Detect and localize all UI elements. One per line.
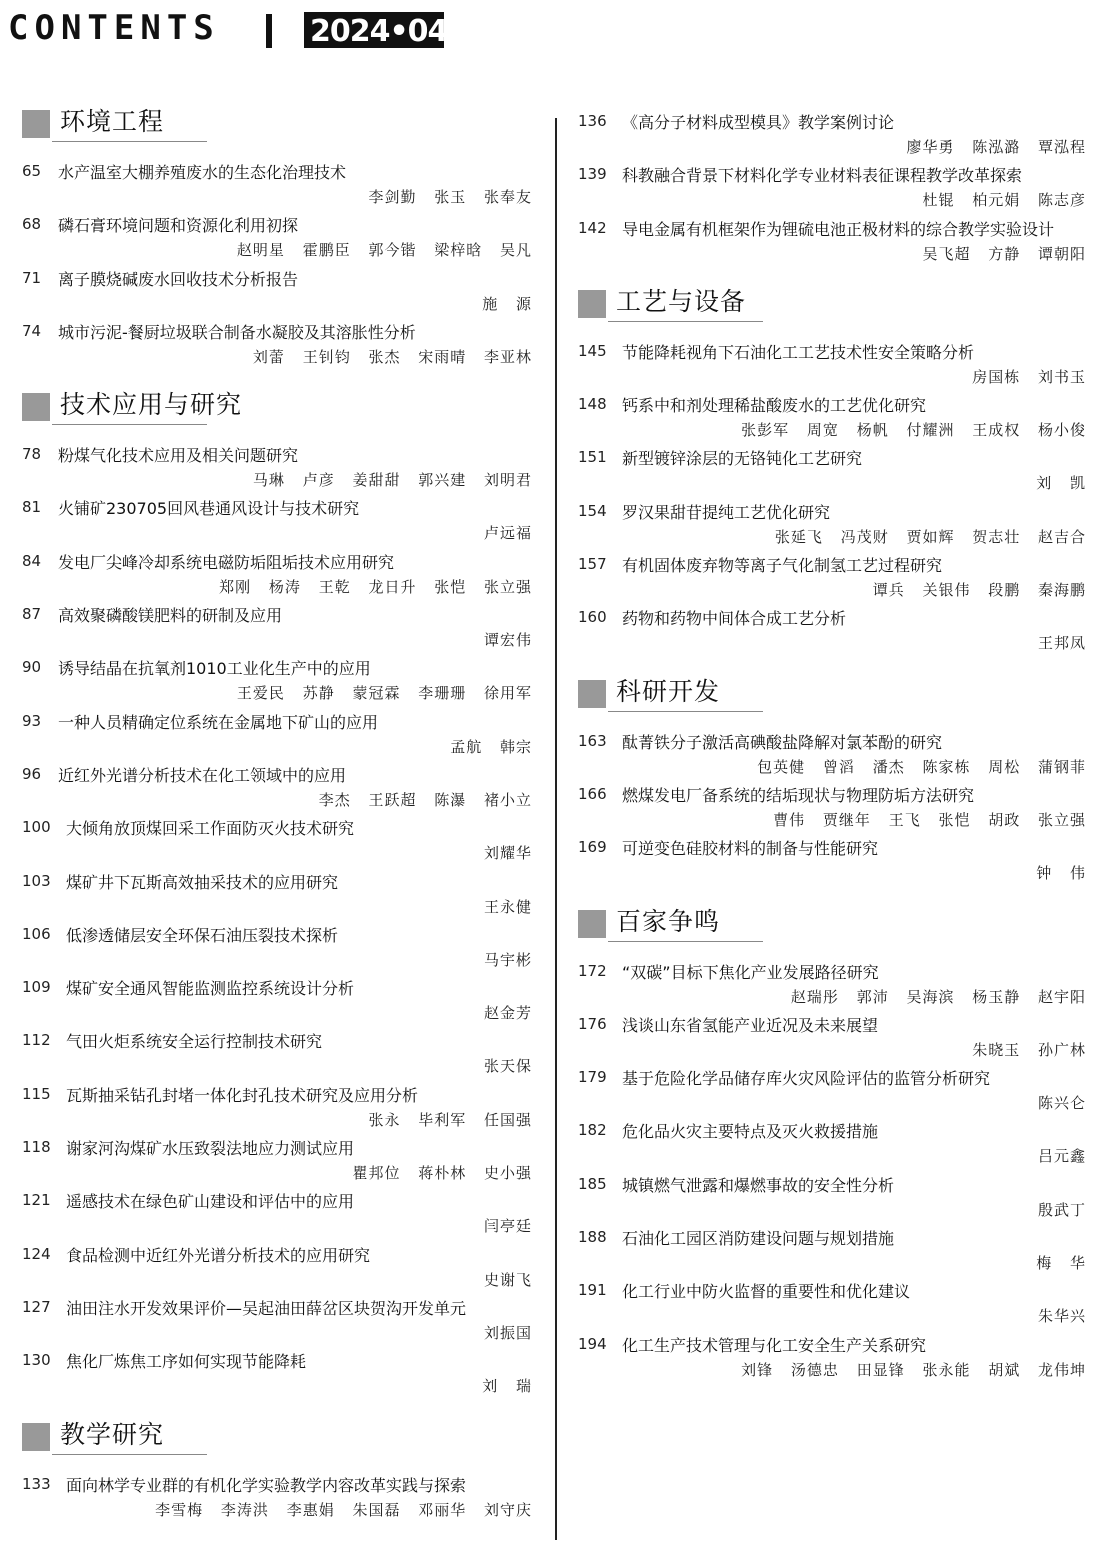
article-authors: 张延飞 冯茂财 贾如辉 贺志壮 赵吉合 (774, 527, 1086, 546)
page-number: 176 (578, 1014, 607, 1033)
toc-entry[interactable] (578, 498, 1086, 551)
toc-entry[interactable] (578, 604, 1086, 657)
page-number: 185 (578, 1174, 607, 1193)
toc-entry[interactable] (578, 781, 1086, 834)
page-number: 139 (578, 165, 607, 184)
page-number: 160 (578, 608, 607, 627)
page-number: 81 (22, 498, 42, 517)
toc-entry[interactable] (578, 338, 1086, 391)
section-marker-icon (578, 910, 606, 938)
page-number: 169 (578, 838, 607, 857)
section-marker-icon (22, 1423, 50, 1451)
article-authors: 朱华兴 (1037, 1307, 1086, 1326)
page-number: 121 (22, 1191, 51, 1210)
toc-entry[interactable] (22, 974, 532, 1027)
article-title[interactable]: 一种人员精确定位系统在金属地下矿山的应用 (58, 712, 379, 732)
article-title[interactable]: 可逆变色硅胶材料的制备与性能研究 (622, 839, 879, 859)
article-authors: 王永健 (483, 897, 532, 916)
article-title[interactable]: 煤矿井下瓦斯高效抽采技术的应用研究 (66, 872, 339, 892)
page-number: 151 (578, 448, 607, 467)
toc-entry[interactable] (22, 708, 532, 761)
page-number: 96 (22, 764, 42, 783)
section-underline (608, 711, 763, 712)
page-number: 103 (22, 871, 51, 890)
article-authors: 张永 毕利军 任国强 (368, 1110, 532, 1129)
article-authors: 郑刚 杨涛 王乾 龙日升 张恺 张立强 (219, 577, 532, 596)
article-title[interactable]: 石油化工园区消防建设问题与规划措施 (622, 1229, 895, 1249)
article-title[interactable]: 基于危险化学品储存库火灾风险评估的监管分析研究 (622, 1069, 991, 1089)
article-title[interactable]: 城市污泥-餐厨垃圾联合制备水凝胶及其溶胀性分析 (58, 322, 416, 342)
article-authors: 谭兵 关银伟 段鹏 秦海鹏 (872, 581, 1086, 600)
toc-entry[interactable] (578, 958, 1086, 1011)
article-authors: 施 源 (482, 294, 532, 313)
page-number: 115 (22, 1084, 51, 1103)
page-number: 71 (22, 268, 42, 287)
article-title[interactable]: 谢家河沟煤矿水压致裂法地应力测试应用 (66, 1139, 355, 1159)
article-title[interactable]: 水产温室大棚养殖废水的生态化治理技术 (58, 163, 347, 182)
page-number: 106 (22, 924, 51, 943)
article-title[interactable]: 新型镀锌涂层的无铬钝化工艺研究 (622, 449, 863, 469)
article-title[interactable]: 导电金属有机框架作为锂硫电池正极材料的综合教学实验设计 (622, 219, 1055, 239)
toc-entry[interactable] (578, 1011, 1086, 1064)
article-authors: 马宇彬 (483, 950, 532, 969)
page-number: 182 (578, 1121, 607, 1140)
article-authors: 李雪梅 李涛洪 李惠娟 朱国磊 邓丽华 刘守庆 (155, 1500, 532, 1519)
toc-entry[interactable] (22, 441, 532, 494)
article-authors: 刘 凯 (1036, 474, 1086, 493)
article-authors: 梅 华 (1036, 1254, 1086, 1273)
article-title[interactable]: 瓦斯抽采钻孔封堵一体化封孔技术研究及应用分析 (66, 1085, 419, 1105)
toc-entry[interactable] (22, 761, 532, 814)
page-number: 188 (578, 1228, 607, 1247)
article-title[interactable]: 大倾角放顶煤回采工作面防灭火技术研究 (66, 819, 355, 839)
toc-entry[interactable] (22, 494, 532, 547)
contents-label: CONTENTS (8, 8, 220, 48)
article-title[interactable]: 遥感技术在绿色矿山建设和评估中的应用 (66, 1192, 355, 1212)
article-authors: 谭宏伟 (483, 631, 532, 650)
page-number: 93 (22, 711, 42, 730)
article-authors: 包英健 曾滔 潘杰 陈家栋 周松 蒲钢菲 (757, 757, 1086, 776)
section-heading (578, 900, 1086, 944)
article-authors: 瞿邦位 蒋朴林 史小强 (352, 1164, 532, 1183)
section-title: 教学研究 (60, 1419, 165, 1449)
article-authors: 赵金芳 (483, 1004, 532, 1023)
page-number: 163 (578, 731, 607, 750)
article-authors: 刘振国 (483, 1323, 532, 1342)
section-underline (608, 941, 763, 942)
article-title[interactable]: 气田火炬系统安全运行控制技术研究 (66, 1032, 323, 1052)
page-number: 90 (22, 658, 42, 677)
page-number: 172 (578, 961, 607, 980)
article-authors: 廖华勇 陈泓潞 覃泓程 (906, 138, 1086, 156)
toc-entry[interactable] (22, 868, 532, 921)
issue-badge: 2024•04 (304, 12, 444, 48)
section-marker-icon (578, 680, 606, 708)
article-title[interactable]: 节能降耗视角下石油化工工艺技术性安全策略分析 (622, 342, 975, 362)
article-title[interactable]: 浅谈山东省氢能产业近况及未来展望 (622, 1015, 879, 1035)
page-number: 124 (22, 1244, 51, 1263)
section-title: 环境工程 (60, 107, 165, 136)
article-title[interactable]: 有机固体废弃物等离子气化制氢工艺过程研究 (622, 556, 943, 576)
toc-entry[interactable] (578, 215, 1086, 268)
page-number: 145 (578, 341, 607, 360)
article-authors: 陈兴仑 (1037, 1094, 1086, 1113)
article-authors: 赵瑞彤 郭沛 吴海滨 杨玉静 赵宇阳 (790, 987, 1086, 1006)
article-title[interactable]: 药物和药物中间体合成工艺分析 (622, 609, 847, 629)
toc-entry[interactable] (22, 211, 532, 264)
section-underline (52, 1454, 207, 1455)
toc-entry[interactable] (22, 601, 532, 654)
article-authors: 曹伟 贾继年 王飞 张恺 胡政 张立强 (773, 810, 1086, 829)
page-number: 148 (578, 395, 607, 414)
column-divider (555, 118, 557, 1540)
page-number: 142 (578, 218, 607, 237)
page-number: 179 (578, 1068, 607, 1087)
right-column (578, 108, 1086, 1384)
page-number: 78 (22, 445, 42, 464)
article-title[interactable]: 城镇燃气泄露和爆燃事故的安全性分析 (622, 1175, 895, 1195)
article-title[interactable]: 食品检测中近红外光谱分析技术的应用研究 (66, 1245, 371, 1265)
toc-entry[interactable] (578, 1117, 1086, 1170)
article-title[interactable]: 《高分子材料成型模具》教学案例讨论 (622, 113, 895, 132)
page-number: 87 (22, 605, 42, 624)
page-number: 68 (22, 215, 42, 234)
toc-entry[interactable] (578, 1064, 1086, 1117)
article-authors: 刘耀华 (483, 844, 532, 863)
page-number: 112 (22, 1031, 51, 1050)
section-underline (608, 321, 763, 322)
page-number: 136 (578, 112, 607, 130)
section-underline (52, 141, 207, 142)
article-title[interactable]: 油田注水开发效果评价—吴起油田薛岔区块贺沟开发单元 (66, 1298, 467, 1318)
section-heading (22, 100, 532, 144)
toc-entry[interactable] (578, 1224, 1086, 1277)
article-title[interactable]: 磷石膏环境问题和资源化利用初探 (58, 216, 299, 236)
article-title[interactable]: 面向林学专业群的有机化学实验教学内容改革实践与探索 (66, 1475, 467, 1495)
article-title[interactable]: 化工行业中防火监督的重要性和优化建议 (622, 1282, 911, 1302)
article-authors: 张天保 (483, 1057, 532, 1076)
toc-entry[interactable] (22, 1471, 532, 1524)
toc-entry[interactable] (22, 1134, 532, 1187)
toc-entry[interactable] (22, 1187, 532, 1240)
article-title[interactable]: 燃煤发电厂备系统的结垢现状与物理防垢方法研究 (622, 785, 975, 805)
article-authors: 房国栋 刘书玉 (972, 367, 1086, 386)
toc-entry[interactable] (22, 1081, 532, 1134)
page-number: 157 (578, 555, 607, 574)
toc-entry[interactable] (578, 1171, 1086, 1224)
page-header (8, 8, 1088, 52)
page-number: 74 (22, 321, 42, 340)
article-authors: 王爱民 苏静 蒙冠霖 李珊珊 徐用军 (236, 684, 532, 703)
section-title: 技术应用与研究 (60, 390, 243, 420)
article-title[interactable]: 诱导结晶在抗氧剂1010工业化生产中的应用 (58, 659, 371, 679)
article-title[interactable]: 火铺矿230705回风巷通风设计与技术研究 (58, 499, 360, 519)
page-number: 65 (22, 162, 42, 180)
article-title[interactable]: 发电厂尖峰冷却系统电磁防垢阻垢技术应用研究 (58, 552, 395, 572)
article-authors: 孟航 韩宗 (450, 737, 532, 756)
article-authors: 赵明星 霍鹏臣 郭今锴 梁梓晗 吴凡 (236, 241, 532, 260)
toc-entry[interactable] (578, 728, 1086, 781)
page-number: 191 (578, 1281, 607, 1300)
article-authors: 李剑勤 张玉 张奉友 (368, 188, 532, 206)
page-number: 194 (578, 1334, 607, 1353)
toc-entry[interactable] (22, 1241, 532, 1294)
toc-entry[interactable] (578, 1277, 1086, 1330)
toc-entry[interactable] (578, 391, 1086, 444)
article-authors: 刘 瑞 (482, 1377, 532, 1396)
page-number: 100 (22, 818, 51, 837)
section-marker-icon (22, 110, 50, 138)
article-title[interactable]: 钙系中和剂处理稀盐酸废水的工艺优化研究 (622, 396, 927, 416)
page-number: 130 (22, 1351, 51, 1370)
section-title: 工艺与设备 (616, 286, 747, 316)
article-authors: 史谢飞 (483, 1270, 532, 1289)
page-number: 84 (22, 551, 42, 570)
article-authors: 朱晓玉 孙广林 (972, 1040, 1086, 1059)
article-authors: 刘蕾 王钊钧 张杰 宋雨晴 李亚林 (252, 347, 532, 366)
article-title[interactable]: 焦化厂炼焦工序如何实现节能降耗 (66, 1352, 307, 1372)
toc-entry[interactable] (22, 654, 532, 707)
toc-entry[interactable] (22, 814, 532, 867)
article-title[interactable]: 罗汉果甜苷提纯工艺优化研究 (622, 502, 831, 522)
article-authors: 马琳 卢彦 姜甜甜 郭兴建 刘明君 (252, 471, 532, 490)
article-authors: 吴飞超 方静 谭朝阳 (922, 244, 1086, 263)
page-number: 127 (22, 1297, 51, 1316)
article-title[interactable]: 科教融合背景下材料化学专业材料表征课程教学改革探索 (622, 166, 1023, 186)
toc-entry[interactable] (578, 834, 1086, 887)
article-authors: 张彭军 周宽 杨帆 付耀洲 王成权 杨小俊 (741, 421, 1086, 440)
toc-entry[interactable] (578, 1331, 1086, 1384)
toc-entry[interactable] (22, 1027, 532, 1080)
section-heading (578, 670, 1086, 714)
section-marker-icon (22, 393, 50, 421)
left-column (22, 100, 532, 1524)
article-title[interactable]: 近红外光谱分析技术在化工领域中的应用 (58, 765, 347, 785)
article-title[interactable]: 酞菁铁分子激活高碘酸盐降解对氯苯酚的研究 (622, 732, 943, 752)
section-marker-icon (578, 290, 606, 318)
section-heading (22, 383, 532, 427)
article-title[interactable]: 煤矿安全通风智能监测监控系统设计分析 (66, 979, 355, 999)
toc-entry[interactable] (22, 548, 532, 601)
article-title[interactable]: 粉煤气化技术应用及相关问题研究 (58, 446, 299, 466)
page-number: 118 (22, 1138, 51, 1157)
article-authors: 卢远福 (483, 524, 532, 543)
section-title: 科研开发 (616, 676, 721, 706)
toc-entry[interactable] (578, 108, 1086, 161)
page-number: 133 (22, 1474, 51, 1493)
toc-entry[interactable] (578, 444, 1086, 497)
article-authors: 李杰 王跃超 陈瀑 褚小立 (318, 790, 532, 809)
toc-entry[interactable] (22, 265, 532, 318)
article-authors: 殷武丁 (1037, 1200, 1086, 1219)
article-title[interactable]: “双碳”目标下焦化产业发展路径研究 (622, 962, 879, 982)
article-authors: 刘锋 汤德忠 田显锋 张永能 胡斌 龙伟坤 (741, 1360, 1086, 1379)
article-title[interactable]: 低渗透储层安全环保石油压裂技术探析 (66, 925, 339, 945)
article-authors: 杜锟 柏元娟 陈志彦 (922, 191, 1086, 210)
toc-entry[interactable] (22, 318, 532, 371)
page-number: 154 (578, 501, 607, 520)
section-heading (578, 280, 1086, 324)
page-number: 166 (578, 784, 607, 803)
article-title[interactable]: 化工生产技术管理与化工安全生产关系研究 (622, 1335, 927, 1355)
toc-entry[interactable] (22, 921, 532, 974)
article-title[interactable]: 离子膜烧碱废水回收技术分析报告 (58, 269, 299, 289)
header-separator (266, 14, 272, 48)
page-number: 109 (22, 978, 51, 997)
toc-entry[interactable] (22, 158, 532, 211)
toc-entry[interactable] (22, 1347, 532, 1400)
section-title: 百家争鸣 (616, 906, 721, 936)
article-title[interactable]: 高效聚磷酸镁肥料的研制及应用 (58, 606, 283, 626)
toc-entry[interactable] (578, 161, 1086, 214)
section-heading (22, 1413, 532, 1457)
article-title[interactable]: 危化品火灾主要特点及灭火救援措施 (622, 1122, 879, 1142)
article-authors: 钟 伟 (1036, 864, 1086, 883)
section-underline (52, 424, 207, 425)
toc-entry[interactable] (22, 1294, 532, 1347)
toc-entry[interactable] (578, 551, 1086, 604)
article-authors: 吕元鑫 (1037, 1147, 1086, 1166)
article-authors: 闫亭廷 (483, 1217, 532, 1236)
article-authors: 王邦凤 (1037, 634, 1086, 653)
